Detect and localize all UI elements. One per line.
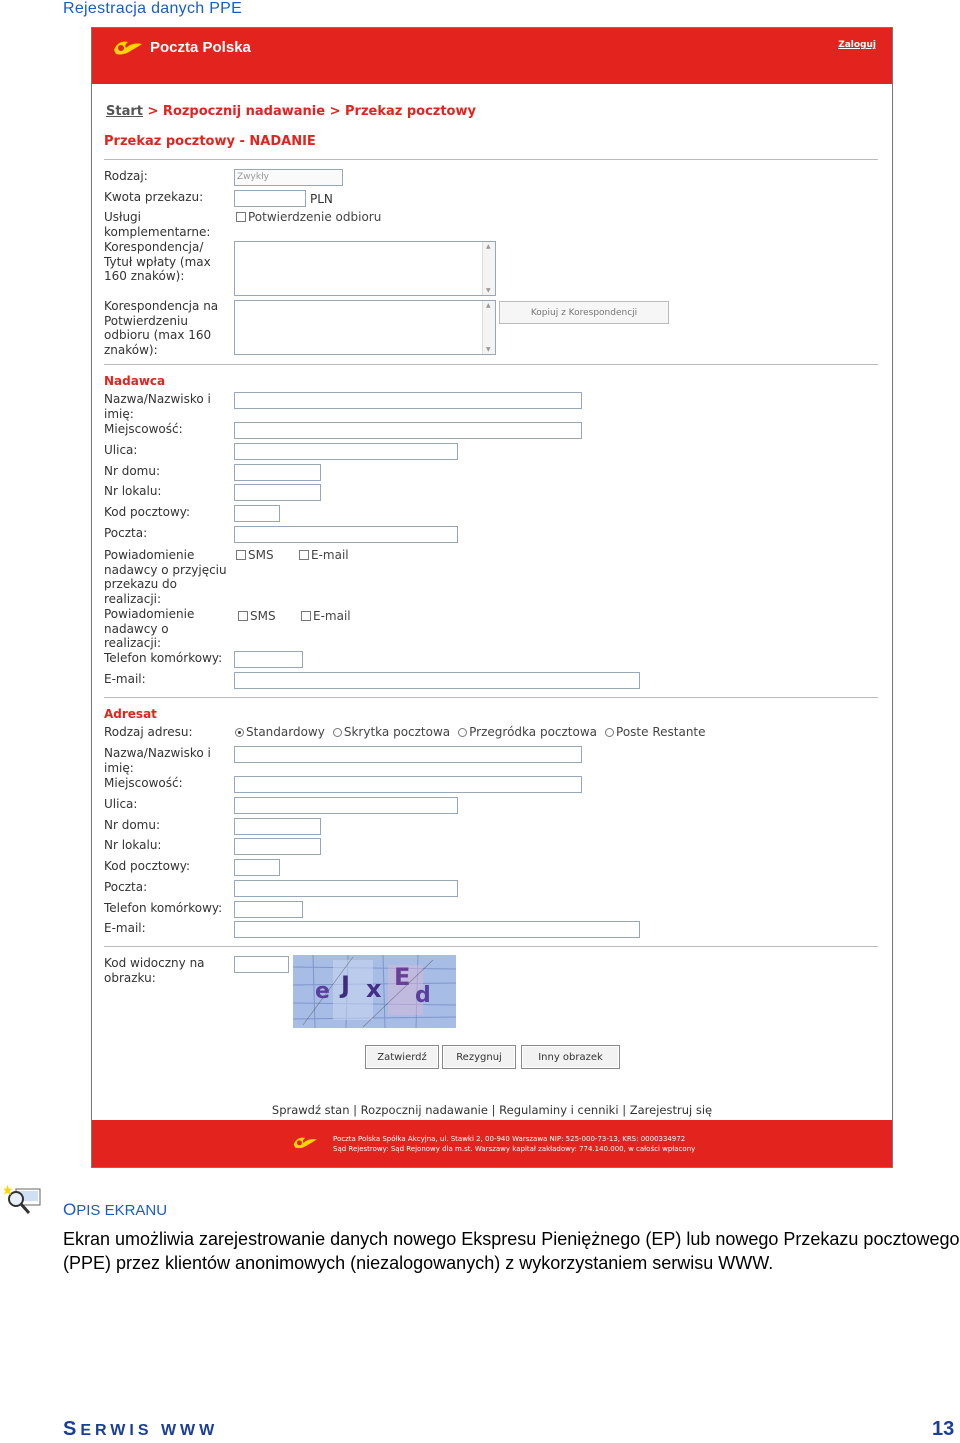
captcha-char: J bbox=[341, 971, 350, 999]
adresat-nr-domu-input[interactable] bbox=[234, 818, 321, 835]
horn-logo-icon bbox=[292, 1132, 320, 1152]
radio-przegrodka[interactable] bbox=[458, 725, 597, 739]
radio-standardowy[interactable] bbox=[235, 725, 325, 739]
textarea-scrollbar[interactable] bbox=[482, 301, 495, 354]
page-footer-section bbox=[63, 1418, 218, 1441]
footer-links[interactable]: Sprawdź stan | Rozpocznij nadawanie | Regulaminy i cenniki | Zarejestruj się bbox=[271, 1103, 713, 1117]
top-bar bbox=[92, 28, 892, 84]
captcha-input[interactable] bbox=[234, 956, 289, 973]
adresat-kod-input[interactable] bbox=[234, 859, 280, 876]
rezygnuj-button[interactable]: Rezygnuj bbox=[442, 1045, 516, 1069]
rodzaj-adresu-radios bbox=[235, 725, 706, 739]
sms-label: SMS bbox=[248, 548, 274, 562]
radio-label: Przegródka pocztowa bbox=[469, 725, 598, 739]
checkbox-box[interactable] bbox=[301, 611, 311, 621]
adresat-nazwa-input[interactable] bbox=[234, 746, 582, 763]
description-body: Ekran umożliwia zarejestrowanie danych nowego Ekspresu Pieniężnego (EP) lub nowego Przekazu pocztowego (PPE) przez klientów anonimowych (niezalogowanych) z wykorzystaniem serwisu WWW. bbox=[63, 1229, 960, 1273]
adresat-email-input[interactable] bbox=[234, 921, 640, 938]
email-option-label: E-mail bbox=[311, 548, 349, 562]
horn-logo-icon bbox=[112, 36, 146, 58]
realizacja-email-checkbox[interactable] bbox=[301, 609, 351, 623]
realizacja-sms-checkbox[interactable] bbox=[238, 609, 276, 623]
adresat-nr-lokalu-label: Nr lokalu: bbox=[104, 838, 162, 852]
kwota-input[interactable] bbox=[234, 190, 306, 207]
radio-skrytka[interactable] bbox=[333, 725, 450, 739]
nadawca-miejscowosc-label: Miejscowość: bbox=[104, 422, 183, 436]
nadawca-heading: Nadawca bbox=[104, 374, 166, 388]
adresat-nazwa-label: Nazwa/Nazwisko i imię: bbox=[104, 746, 211, 775]
nadawca-kod-input[interactable] bbox=[234, 505, 280, 522]
korespondencja-pot-label: Korespondencja na Potwierdzeniu odbioru (max 160 znaków): bbox=[104, 299, 219, 357]
nadawca-kod-label: Kod pocztowy: bbox=[104, 505, 191, 519]
captcha-label: Kod widoczny na obrazku: bbox=[104, 956, 205, 985]
radio-label: Skrytka pocztowa bbox=[343, 725, 451, 739]
adresat-telefon-label: Telefon komórkowy: bbox=[104, 901, 223, 915]
logo-text: Poczta Polska bbox=[150, 38, 251, 56]
adresat-telefon-input[interactable] bbox=[234, 901, 303, 918]
document-header: Rejestracja danych PPE bbox=[63, 0, 243, 17]
powiad-przyjecie-label: Powiadomienie nadawcy o przyjęciu przekazu do realizacji: bbox=[104, 548, 227, 606]
footer-initial: S bbox=[63, 1418, 81, 1440]
footer-rest: ERWIS WWW bbox=[80, 1422, 219, 1439]
adresat-poczta-label: Poczta: bbox=[104, 880, 148, 894]
description-title-rest: PIS EKRANU bbox=[76, 1202, 168, 1219]
nadawca-telefon-input[interactable] bbox=[234, 651, 303, 668]
korespondencja-textarea[interactable] bbox=[234, 241, 496, 296]
company-info-line: Poczta Polska Spółka Akcyjna, ul. Stawki 2, 00-940 Warszawa NIP: 525-000-73-13, KRS: 0000334972 bbox=[333, 1135, 686, 1143]
checkbox-box[interactable] bbox=[236, 212, 246, 222]
divider bbox=[104, 159, 878, 160]
description-title-initial: O bbox=[63, 1200, 77, 1219]
screenshot-frame bbox=[91, 27, 893, 1168]
przyjecie-sms-checkbox[interactable] bbox=[236, 548, 274, 562]
adresat-heading: Adresat bbox=[104, 707, 157, 721]
adresat-ulica-label: Ulica: bbox=[104, 797, 138, 811]
captcha-char: E bbox=[394, 963, 411, 991]
breadcrumb-path: > Rozpocznij nadawanie > Przekaz pocztowy bbox=[142, 104, 476, 119]
nadawca-ulica-input[interactable] bbox=[234, 443, 458, 460]
captcha-char: d bbox=[415, 983, 431, 1008]
nadawca-telefon-label: Telefon komórkowy: bbox=[104, 651, 223, 665]
adresat-nr-lokalu-input[interactable] bbox=[234, 838, 321, 855]
nadawca-nazwa-input[interactable] bbox=[234, 392, 582, 409]
adresat-email-label: E-mail: bbox=[104, 921, 146, 935]
adresat-kod-label: Kod pocztowy: bbox=[104, 859, 191, 873]
radio-poste-restante[interactable] bbox=[605, 725, 706, 739]
powiad-realizacja-label: Powiadomienie nadawcy o realizacji: bbox=[104, 607, 195, 650]
login-link[interactable]: Zaloguj bbox=[838, 40, 876, 50]
nadawca-poczta-input[interactable] bbox=[234, 526, 458, 543]
company-info bbox=[333, 1134, 695, 1154]
email-option-label: E-mail bbox=[313, 609, 351, 623]
nadawca-ulica-label: Ulica: bbox=[104, 443, 138, 457]
checkbox-box[interactable] bbox=[236, 550, 246, 560]
radio-label: Poste Restante bbox=[616, 725, 706, 739]
bottom-bar bbox=[92, 1120, 892, 1168]
adresat-miejscowosc-label: Miejscowość: bbox=[104, 776, 183, 790]
nadawca-nr-lokalu-input[interactable] bbox=[234, 484, 321, 501]
potwierdzenie-checkbox[interactable] bbox=[236, 210, 381, 224]
currency-label: PLN bbox=[310, 192, 333, 206]
radio-label: Standardowy bbox=[246, 725, 325, 739]
korespondencja-label: Korespondencja/ Tytuł wpłaty (max 160 znaków): bbox=[104, 240, 211, 283]
checkbox-box[interactable] bbox=[299, 550, 309, 560]
divider bbox=[104, 697, 878, 698]
rodzaj-field[interactable]: Zwykły bbox=[234, 169, 343, 186]
nadawca-nr-domu-input[interactable] bbox=[234, 464, 321, 481]
company-info-line: Sąd Rejestrowy: Sąd Rejonowy dla m.st. Warszawy kapitał zakładowy: 774.140.000, w całości wpłacony bbox=[333, 1145, 696, 1153]
checkbox-box[interactable] bbox=[238, 611, 248, 621]
uslugi-label: Usługi komplementarne: bbox=[104, 210, 211, 239]
adresat-miejscowosc-input[interactable] bbox=[234, 776, 582, 793]
radio-dot[interactable] bbox=[235, 728, 244, 737]
adresat-nr-domu-label: Nr domu: bbox=[104, 818, 161, 832]
nadawca-nr-lokalu-label: Nr lokalu: bbox=[104, 484, 162, 498]
captcha-image bbox=[293, 955, 456, 1028]
adresat-ulica-input[interactable] bbox=[234, 797, 458, 814]
zatwierdz-button[interactable]: Zatwierdź bbox=[365, 1045, 439, 1069]
adresat-poczta-input[interactable] bbox=[234, 880, 458, 897]
divider bbox=[104, 364, 878, 365]
breadcrumb-start-link[interactable]: Start bbox=[106, 104, 143, 119]
kwota-label: Kwota przekazu: bbox=[104, 190, 204, 204]
breadcrumb bbox=[106, 104, 476, 119]
korespondencja-pot-textarea[interactable] bbox=[234, 300, 496, 355]
description-title bbox=[63, 1200, 167, 1220]
nadawca-email-input[interactable] bbox=[234, 672, 640, 689]
nadawca-nr-domu-label: Nr domu: bbox=[104, 464, 161, 478]
radio-dot[interactable] bbox=[333, 728, 342, 737]
captcha-char: e bbox=[315, 979, 330, 1004]
kopiuj-button[interactable]: Kopiuj z Korespondencji bbox=[499, 301, 669, 324]
page-number: 13 bbox=[932, 1418, 955, 1440]
poczta-polska-logo[interactable] bbox=[112, 36, 251, 58]
radio-dot[interactable] bbox=[458, 728, 467, 737]
divider bbox=[104, 946, 878, 947]
captcha-char: x bbox=[366, 975, 382, 1003]
nadawca-miejscowosc-input[interactable] bbox=[234, 422, 582, 439]
page-title: Przekaz pocztowy - NADANIE bbox=[104, 134, 316, 149]
textarea-scrollbar[interactable] bbox=[482, 242, 495, 295]
przyjecie-email-checkbox[interactable] bbox=[299, 548, 349, 562]
rodzaj-adresu-label: Rodzaj adresu: bbox=[104, 725, 193, 739]
rodzaj-label: Rodzaj: bbox=[104, 169, 148, 183]
magnifier-icon bbox=[2, 1183, 42, 1217]
nadawca-nazwa-label: Nazwa/Nazwisko i imię: bbox=[104, 392, 211, 421]
nadawca-email-label: E-mail: bbox=[104, 672, 146, 686]
inny-obrazek-button[interactable]: Inny obrazek bbox=[521, 1045, 620, 1069]
sms-label: SMS bbox=[250, 609, 276, 623]
nadawca-poczta-label: Poczta: bbox=[104, 526, 148, 540]
radio-dot[interactable] bbox=[605, 728, 614, 737]
potwierdzenie-label: Potwierdzenie odbioru bbox=[248, 210, 382, 224]
